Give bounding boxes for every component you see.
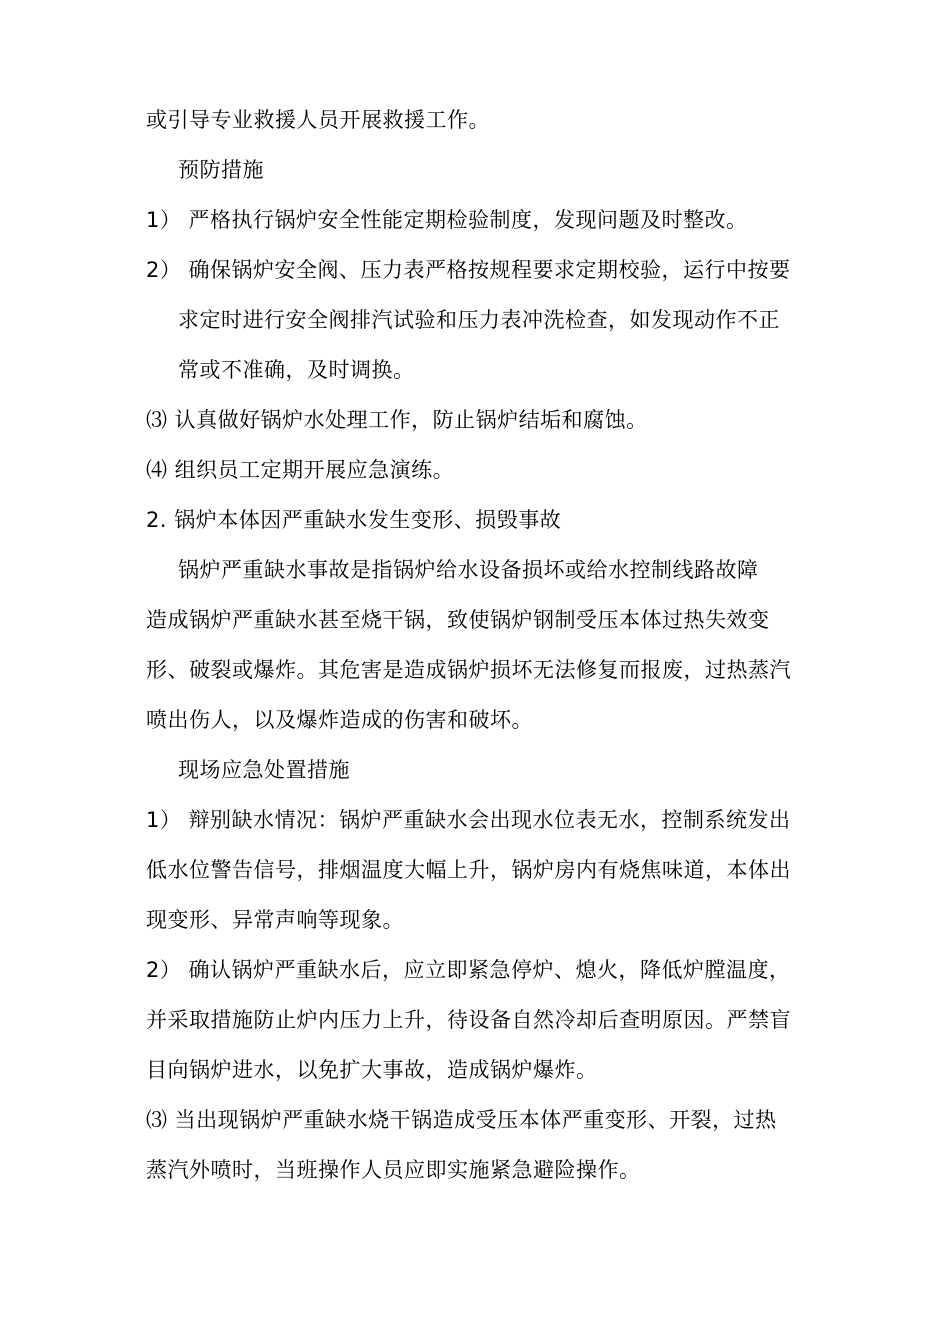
- paragraph-line-4: 喷出伤人，以及爆炸造成的伤害和破坏。: [146, 708, 533, 732]
- paragraph-line-3: 形、破裂或爆炸。其危害是造成锅炉损坏无法修复而报废，过热蒸汽: [146, 658, 791, 682]
- list-item-2-cont-1: 求定时进行安全阀排汽试验和压力表冲洗检查，如发现动作不正: [178, 308, 780, 332]
- measure-item-3-cont-1: 蒸汽外喷时，当班操作人员应即实施紧急避险操作。: [146, 1158, 641, 1182]
- measure-item-2-cont-2: 目向锅炉进水，以免扩大事故，造成锅炉爆炸。: [146, 1058, 598, 1082]
- measure-item-1-cont-2: 现变形、异常声响等现象。: [146, 908, 404, 932]
- list-item-3: ⑶ 认真做好锅炉水处理工作，防止锅炉结垢和腐蚀。: [146, 408, 648, 432]
- measure-item-1-cont-1: 低水位警告信号，排烟温度大幅上升，锅炉房内有烧焦味道，本体出: [146, 858, 791, 882]
- section-heading-onsite: 现场应急处置措施: [178, 758, 350, 782]
- paragraph-line-2: 造成锅炉严重缺水甚至烧干锅，致使锅炉钢制受压本体过热失效变: [146, 608, 770, 632]
- section-heading-prevention: 预防措施: [178, 158, 264, 182]
- measure-item-2-cont-1: 并采取措施防止炉内压力上升，待设备自然冷却后查明原因。严禁盲: [146, 1008, 791, 1032]
- section-heading-2: 2. 锅炉本体因严重缺水发生变形、损毁事故: [146, 508, 562, 532]
- measure-item-2: 2） 确认锅炉严重缺水后，应立即紧急停炉、熄火，降低炉膛温度，: [146, 958, 791, 982]
- list-item-4: ⑷ 组织员工定期开展应急演练。: [146, 458, 455, 482]
- list-item-2-cont-2: 常或不准确，及时调换。: [178, 358, 415, 382]
- text-line-1: 或引导专业救援人员开展救援工作。: [146, 108, 490, 132]
- paragraph-line-1: 锅炉严重缺水事故是指锅炉给水设备损坏或给水控制线路故障: [178, 558, 759, 582]
- measure-item-3: ⑶ 当出现锅炉严重缺水烧干锅造成受压本体严重变形、开裂，过热: [146, 1108, 777, 1132]
- list-item-1: 1） 严格执行锅炉安全性能定期检验制度，发现问题及时整改。: [146, 208, 748, 232]
- measure-item-1: 1） 辩别缺水情况：锅炉严重缺水会出现水位表无水，控制系统发出: [146, 808, 791, 832]
- list-item-2: 2） 确保锅炉安全阀、压力表严格按规程要求定期校验，运行中按要: [146, 258, 791, 282]
